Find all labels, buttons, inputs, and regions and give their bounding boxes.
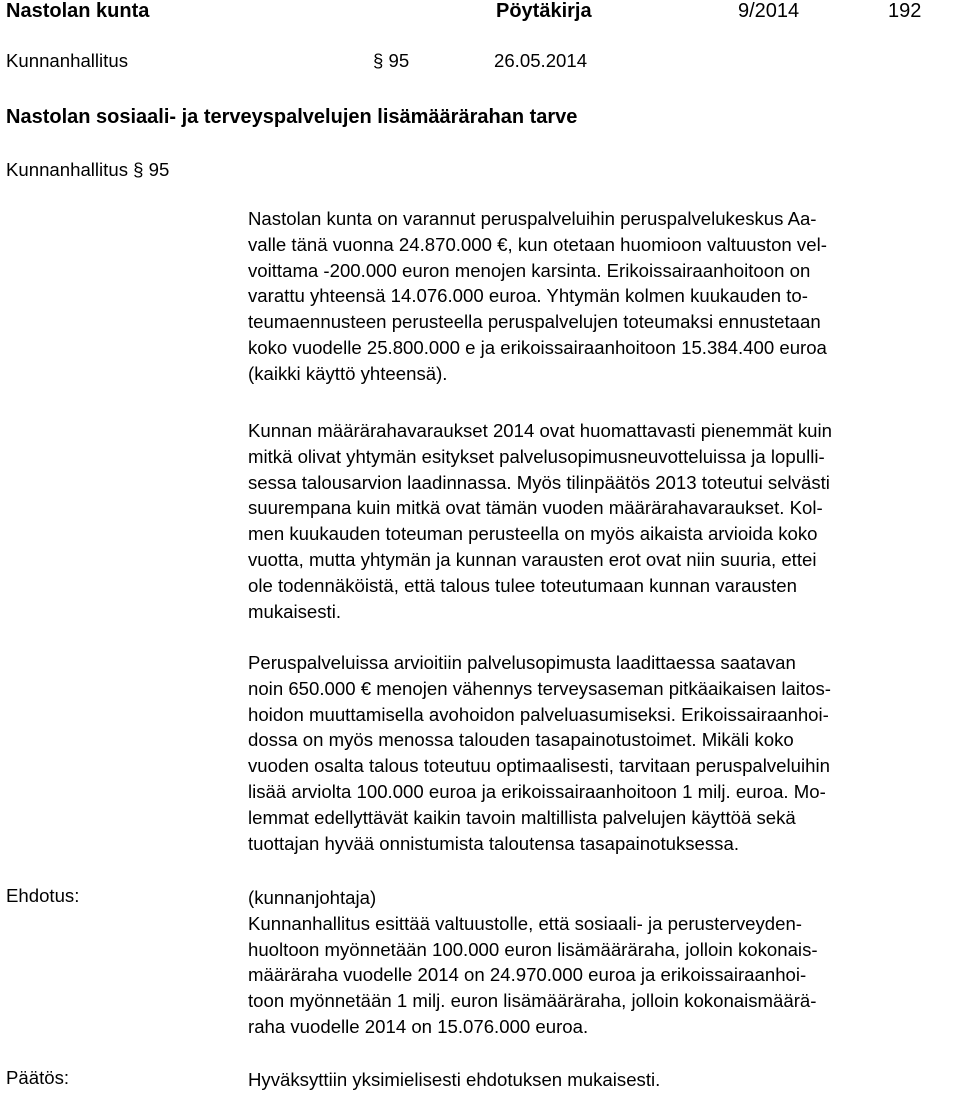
paragraph-line: suurempana kuin mitkä ovat tämän vuoden määrärahavaraukset. Kol- bbox=[248, 497, 823, 519]
document-type: Pöytäkirja bbox=[496, 0, 592, 22]
proposal-line: raha vuodelle 2014 on 15.076.000 euroa. bbox=[248, 1015, 589, 1037]
paragraph-line: tuottajan hyvää onnistumista taloutensa tasapainotuksessa. bbox=[248, 832, 739, 854]
paragraph-line: mitkä olivat yhtymän esitykset palvelusopimusneuvotteluissa ja lopulli- bbox=[248, 445, 825, 467]
page-number: 192 bbox=[888, 0, 922, 22]
meeting-date: 26.05.2014 bbox=[494, 50, 588, 71]
decision-text: Hyväksyttiin yksimielisesti ehdotuksen mukaisesti. bbox=[248, 1069, 661, 1090]
paragraph-line: voittama -200.000 euron menojen karsinta. Erikoissairaanhoitoon on bbox=[248, 259, 811, 281]
paragraph-line: men kuukauden toteuman perusteella on myös aikaista arvioida koko bbox=[248, 523, 818, 545]
organization-name: Nastolan kunta bbox=[6, 0, 150, 22]
paragraph-line: vuotta, mutta yhtymän ja kunnan varausten erot ovat niin suuria, ettei bbox=[248, 548, 817, 570]
proposal-line: toon myönnetään 1 milj. euron lisämääräraha, jolloin kokonaismäärä- bbox=[248, 990, 817, 1012]
item-reference: Kunnanhallitus § 95 bbox=[6, 159, 170, 180]
proposal-line: Kunnanhallitus esittää valtuustolle, että sosiaali- ja perusterveyden- bbox=[248, 912, 802, 934]
paragraph-line: noin 650.000 € menojen vähennys terveysaseman pitkäaikaisen laitos- bbox=[248, 677, 831, 699]
proposal-author: (kunnanjohtaja) bbox=[248, 887, 377, 908]
paragraph-line: (kaikki käyttö yhteensä). bbox=[248, 362, 448, 384]
paragraph-line: sessa talousarvion laadinnassa. Myös tilinpäätös 2013 toteutui selvästi bbox=[248, 471, 830, 493]
paragraph-line: koko vuodelle 25.800.000 e ja erikoissairaanhoitoon 15.384.400 euroa bbox=[248, 336, 827, 358]
decision-label: Päätös: bbox=[6, 1067, 70, 1088]
paragraph-3 bbox=[248, 650, 960, 856]
paragraph-line: hoidon muuttamisella avohoidon palveluasumiseksi. Erikoissairaanhoi- bbox=[248, 703, 829, 725]
document-number: 9/2014 bbox=[738, 0, 800, 22]
paragraph-line: Nastolan kunta on varannut peruspalveluihin peruspalvelukeskus Aa- bbox=[248, 208, 817, 229]
item-title: Nastolan sosiaali- ja terveyspalvelujen lisämäärärahan tarve bbox=[6, 106, 578, 128]
paragraph-line: teumaennusteen perusteella peruspalvelujen toteumaksi ennustetaan bbox=[248, 311, 821, 333]
paragraph-line: Peruspalveluissa arvioitiin palvelusopimusta laadittaessa saatavan bbox=[248, 652, 796, 673]
paragraph-line: lemmat edellyttävät kaikin tavoin maltillista palvelujen käyttöä sekä bbox=[248, 806, 796, 828]
paragraph-line: varattu yhteensä 14.076.000 euroa. Yhtymän kolmen kuukauden to- bbox=[248, 285, 808, 307]
proposal-line: huoltoon myönnetään 100.000 euron lisämääräraha, jolloin kokonais- bbox=[248, 938, 818, 960]
proposal-block bbox=[248, 885, 960, 1040]
paragraph-2 bbox=[248, 418, 960, 624]
paragraph-1 bbox=[248, 206, 960, 387]
paragraph-line: mukaisesti. bbox=[248, 600, 341, 622]
meeting-body: Kunnanhallitus bbox=[6, 50, 128, 71]
section-number: § 95 bbox=[373, 50, 410, 71]
paragraph-line: lisää arviolta 100.000 euroa ja erikoissairaanhoitoon 1 milj. euroa. Mo- bbox=[248, 780, 826, 802]
proposal-label: Ehdotus: bbox=[6, 885, 80, 906]
paragraph-line: Kunnan määrärahavaraukset 2014 ovat huomattavasti pienemmät kuin bbox=[248, 420, 832, 441]
paragraph-line: valle tänä vuonna 24.870.000 €, kun otetaan huomioon valtuuston vel- bbox=[248, 233, 827, 255]
proposal-line: määräraha vuodelle 2014 on 24.970.000 euroa ja erikoissairaanhoi- bbox=[248, 964, 807, 986]
decision-block bbox=[248, 1067, 960, 1093]
paragraph-line: ole todennäköistä, että talous tulee toteutumaan kunnan varausten bbox=[248, 574, 797, 596]
paragraph-line: dossa on myös menossa talouden tasapainotustoimet. Mikäli koko bbox=[248, 729, 794, 751]
paragraph-line: vuoden osalta talous toteutuu optimaalisesti, tarvitaan peruspalveluihin bbox=[248, 755, 830, 777]
